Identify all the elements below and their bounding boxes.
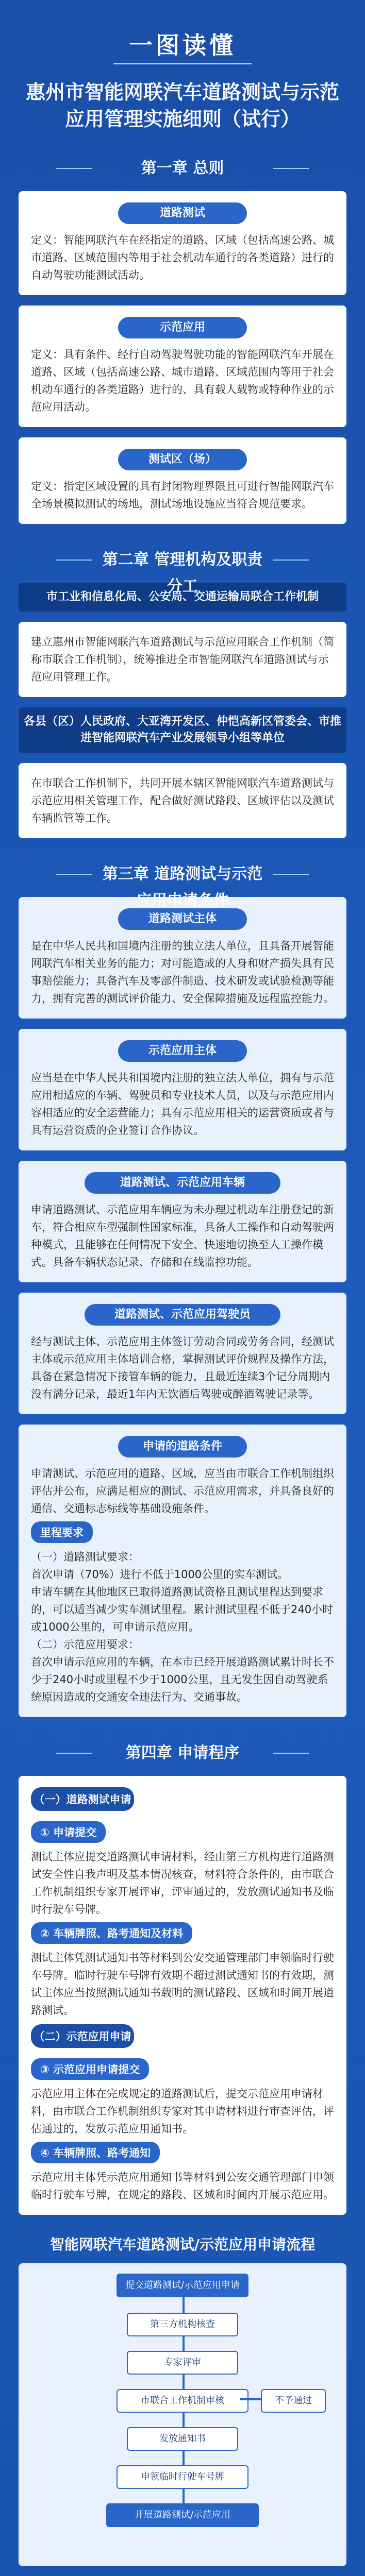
ch1-pill-3: 测试区（场） (118, 449, 247, 470)
ch4-sub-1: （一）道路测试申请 (31, 1787, 134, 1811)
ch3-mileage-4: （二）示范应用要求： (31, 1638, 139, 1651)
ch2-card-2 (19, 763, 346, 838)
ch3-pill-3: 道路测试、示范应用车辆 (85, 1172, 280, 1194)
ch4-step-4-text: 示范应用主体凭示范应用通知书等材料到公安交通管理部门申领临时行驶车号牌，在规定的路段、区域和时间内开展示范应用。 (31, 2171, 334, 2201)
ch4-card (19, 1776, 346, 2215)
ch1-card-1 (19, 191, 346, 295)
ch3-pill-1: 道路测试主体 (118, 908, 247, 930)
chapter-3-title: 第三章 道路测试与示范应用申请条件 (97, 861, 268, 888)
ch1-pill-2: 示范应用 (118, 317, 247, 338)
page-title: 惠州市智能网联汽车道路测试与示范应用管理实施细则（试行） (25, 81, 339, 130)
flow-box-5: 发放通知书 (127, 2427, 238, 2451)
ch4-step-1-text: 测试主体应提交道路测试申请材料，经由第三方机构进行道路测试安全性自我声明及基本情况核查，材料符合条件的，由市联合工作机制组织专家开展评审，评审通过的，发放测试通知书及临时行驶车号牌。 (31, 1851, 334, 1916)
ch1-text-1: 定义：智能网联汽车在经指定的道路、区域（包括高速公路、城市道路、区域范围内等用于社会机动车通行的各类道路）进行的自动驾驶功能测试活动。 (31, 234, 334, 281)
flow-box-7: 开展道路测试/示范应用 (106, 2503, 259, 2527)
flow-arrow-6 (182, 2488, 185, 2503)
flow-arrow-5 (182, 2450, 185, 2465)
ch4-step-2-label: ② 车辆牌照、路考通知及材料 (31, 1922, 192, 1944)
ch3-card-4 (19, 1293, 346, 1414)
ch2-text-2: 在市联合工作机制下，共同开展本辖区智能网联汽车道路测试与示范应用相关管理工作，配合做好测试路段、区域评估以及测试车辆监管等工作。 (31, 777, 334, 824)
ch1-text-3: 定义：指定区域设置的具有封闭物理界限且可进行智能网联汽车全场景模拟测试的场地，测试场地设施应当符合规范要求。 (31, 480, 334, 510)
chapter-2-title: 第二章 管理机构及职责分工 (97, 547, 268, 573)
ch3-text-4: 经与测试主体、示范应用主体签订劳动合同或劳务合同，经测试主体或示范应用主体培训合格，掌握测试评价规程及操作方法，具备在紧急情况下接管车辆的能力，且最近连续3个记分周期内没有满分记录，最近1年内无饮酒后驾驶或醉酒驾驶记录等。 (31, 1335, 334, 1400)
ch1-card-3 (19, 437, 346, 524)
ch3-mileage-title: 里程要求 (31, 1521, 93, 1543)
ch3-mileage-3: 申请车辆在其他地区已取得道路测试资格且测试里程达到要求的，可以适当减少实车测试里程。累计测试里程不低于240小时或1000公里的，可申请示范应用。 (31, 1586, 334, 1633)
chapter-4-title: 第四章 申请程序 (97, 1740, 268, 1767)
flow-arrow-reject (240, 2398, 261, 2400)
flowchart (19, 2263, 346, 2566)
ch3-pill-5: 申请的道路条件 (118, 1436, 247, 1458)
ch2-text-1: 建立惠州市智能网联汽车道路测试与示范应用联合工作机制（简称市联合工作机制），统筹推进全市智能网联汽车道路测试与示范应用管理工作。 (31, 636, 334, 683)
ch3-text-1: 是在中华人民共和国境内注册的独立法人单位，且具备开展智能网联汽车相关业务的能力；对可能造成的人身和财产损失具有民事赔偿能力；具备汽车及零部件制造、技术研发或试验检测等能力，拥有完善的测试评价能力、安全保障措施及远程监控能力。 (31, 940, 334, 1005)
flow-box-reject: 不予通过 (261, 2389, 326, 2413)
ch4-step-3-label: ③ 示范应用申请提交 (31, 2058, 149, 2080)
ch3-text-2: 应当是在中华人民共和国境内注册的独立法人单位，拥有与示范应用相适应的车辆、驾驶员和专业技术人员，以及与示范应用内容相适应的安全运营能力；具有示范应用相关的运营资质或者与具有运营资质的企业签订合作协议。 (31, 1072, 334, 1137)
ch4-step-2-text: 测试主体凭测试通知书等材料到公安交通管理部门申领临时行驶车号牌。临时行驶车号牌有效期不超过测试通知书的有效期，测试主体应当按照测试通知书载明的测试路段、区域和时间开展道路测试。 (31, 1952, 334, 2016)
ch3-card-3 (19, 1161, 346, 1282)
ch4-sub-2: （二）示范应用申请 (31, 2024, 134, 2048)
header (0, 0, 365, 132)
flow-arrow-2 (182, 2335, 185, 2351)
flow-box-6: 申领临时行驶车号牌 (117, 2465, 248, 2489)
ch1-pill-1: 道路测试 (118, 202, 247, 224)
ch2-band-1: 市工业和信息化局、公安局、交通运输局联合工作机制 (19, 583, 346, 612)
ch3-text-3: 申请道路测试、示范应用车辆应为未办理过机动车注册登记的新车，符合相应车型强制性国家标准，具备人工操作和自动驾驶两种模式，且能够在任何情况下安全、快速地切换至人工操作模式。具备车辆状态记录、存储和在线监控功能。 (31, 1204, 334, 1268)
ch2-card-1 (19, 622, 346, 697)
ch3-card-1 (19, 897, 346, 1019)
flow-box-1: 提交道路测试/示范应用申请 (117, 2274, 248, 2297)
flow-title: 智能网联汽车道路测试/示范应用申请流程 (49, 2236, 316, 2253)
flow-arrow-3 (182, 2374, 185, 2389)
ch2-band-2: 各县（区）人民政府、大亚湾开发区、仲恺高新区管委会、市推进智能网联汽车产业发展领导小组等单位 (19, 707, 346, 753)
ch3-mileage-2: 首次申请（70%）进行不低于1000公里的实车测试。 (31, 1568, 289, 1581)
ch4-step-1-label: ① 申请提交 (31, 1821, 106, 1843)
ch3-card-5 (19, 1425, 346, 1717)
ch3-mileage-1: （一）道路测试要求： (31, 1551, 139, 1563)
ch3-text-5: 申请测试、示范应用的道路、区域，应当由市联合工作机制组织评估并公布，应满足相应的测试、示范应用需求，并具备良好的通信、交通标志标线等基础设施条件。 (31, 1467, 334, 1515)
ch3-mileage-5: 首次申请示范应用的车辆，在本市已经开展道路测试累计时长不少于240小时或里程不少于1000公里，且无发生因自动驾驶系统原因造成的交通安全违法行为、交通事故。 (31, 1656, 334, 1703)
ch1-text-2: 定义：具有条件、经行自动驾驶驾驶功能的智能网联汽车开展在道路、区域（包括高速公路、城市道路、区域范围内等用于社会机动车通行的各类道路）进行的、具有载人载物或特种作业的示范应用活动。 (31, 348, 334, 413)
flow-box-2: 第三方机构核查 (127, 2313, 238, 2336)
ch3-pill-4: 道路测试、示范应用驾驶员 (85, 1304, 280, 1326)
flow-arrow-1 (182, 2297, 185, 2313)
ch4-step-4-label: ④ 车辆牌照、路考通知 (31, 2142, 160, 2163)
ch1-card-2 (19, 306, 346, 427)
ch3-card-2 (19, 1029, 346, 1150)
header-tag: 一图读懂 (113, 25, 252, 64)
ch3-pill-2: 示范应用主体 (118, 1040, 247, 1062)
ch4-step-3-text: 示范应用主体在完成规定的道路测试后，提交示范应用申请材料，由市联合工作机制组织专家对其申请材料进行审查评估，评估通过的，发放示范应用通知书。 (31, 2088, 334, 2135)
flow-box-4: 市联合工作机制审核 (117, 2389, 248, 2413)
chapter-1-title: 第一章 总则 (97, 155, 268, 182)
flow-box-3: 专家评审 (127, 2351, 238, 2375)
flow-arrow-4 (182, 2412, 185, 2427)
